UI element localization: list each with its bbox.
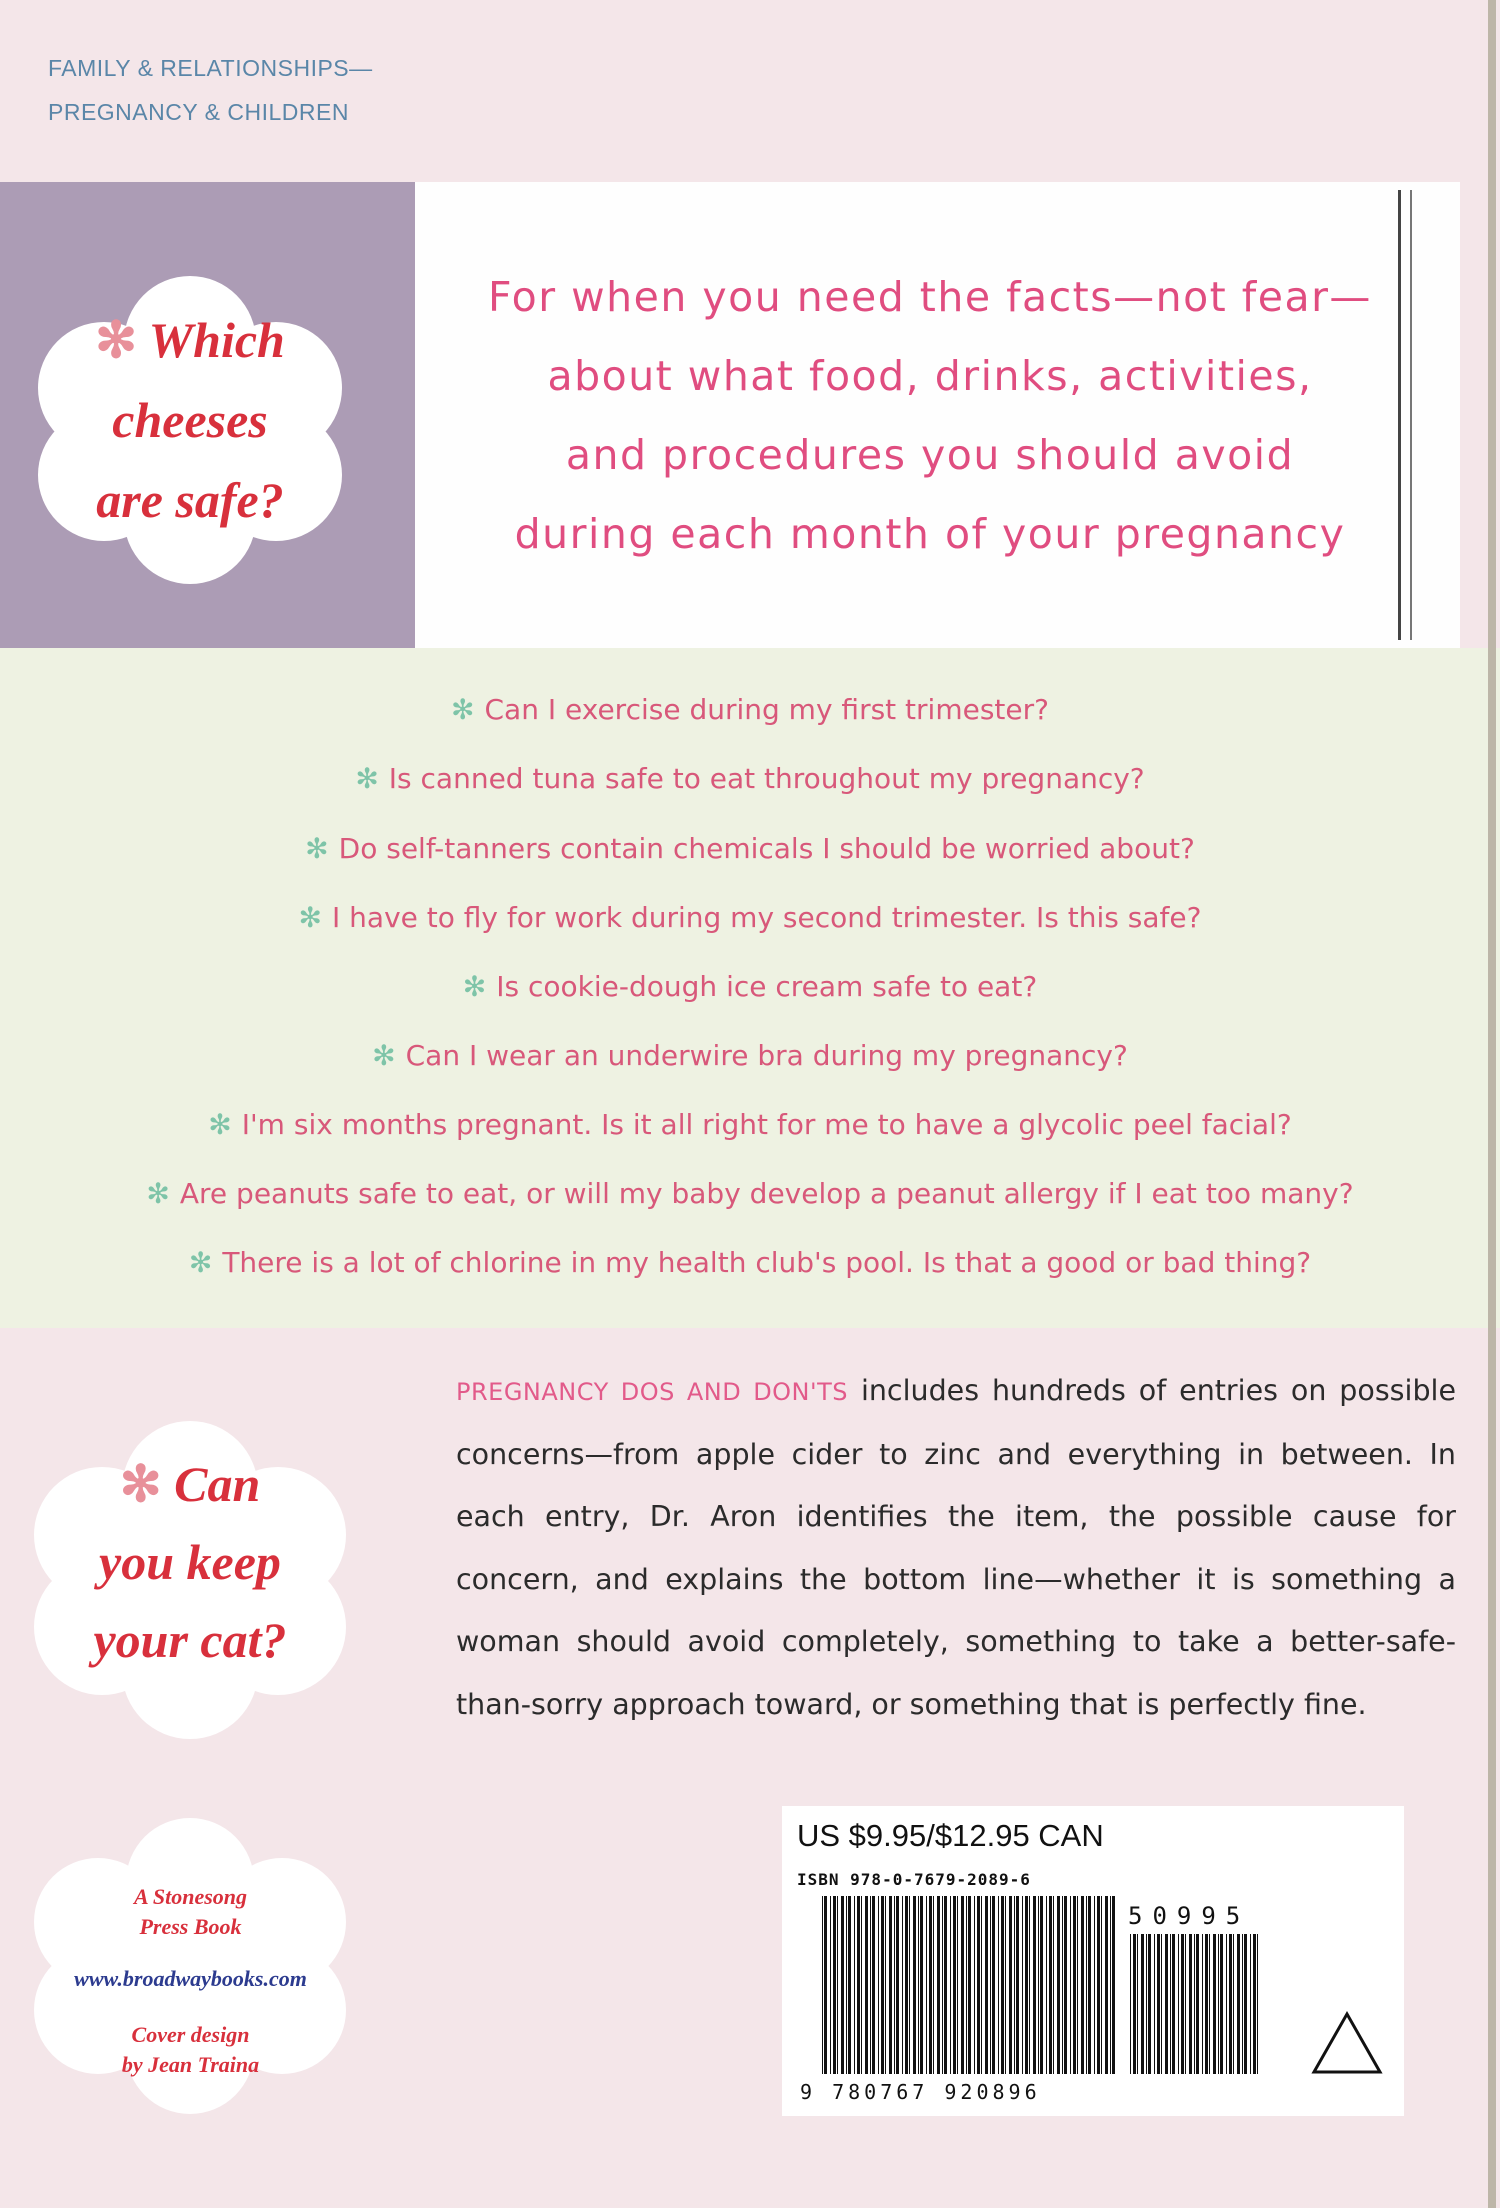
asterisk-icon: ✻ — [305, 832, 329, 865]
asterisk-icon: ✻ — [372, 1039, 396, 1072]
price-code-digits: 50995 — [1128, 1902, 1251, 1930]
callout-line-3: your cat? — [93, 1612, 287, 1668]
book-title: PREGNANCY DOS AND DON'TS — [456, 1378, 849, 1406]
asterisk-icon: ✻ — [119, 1456, 162, 1512]
price-label: US $9.95/$12.95 CAN — [797, 1818, 1104, 1853]
category-label — [48, 46, 373, 134]
callout-line-2: cheeses — [112, 392, 268, 448]
asterisk-icon: ✻ — [298, 901, 323, 934]
description-body: includes hundreds of entries on possible concerns—from apple cider to zinc and everything in between. In each entry, Dr. Aron identifies the item, the possible cause for concern, and explains the bottom line—whether it is something a woman should avoid completely, something to take a better-safe-than-sorry approach toward, or something that is perfectly fine. — [456, 1374, 1456, 1721]
website-link[interactable]: www.broadwaybooks.com — [74, 1966, 307, 1991]
tagline-line-2: about what food, drinks, activities, — [547, 352, 1313, 400]
question-item: ✻ Can I exercise during my first trimester? — [451, 693, 1049, 726]
asterisk-icon: ✻ — [451, 693, 475, 726]
asterisk-icon: ✻ — [208, 1108, 232, 1141]
callout-line-2: you keep — [99, 1534, 281, 1590]
asterisk-icon: ✻ — [462, 970, 487, 1003]
ean-digits: 9 780767 920896 — [800, 2080, 1041, 2104]
triangle-icon — [1310, 2010, 1384, 2076]
asterisk-icon: ✻ — [146, 1177, 170, 1210]
callout-cat — [40, 1445, 340, 1679]
callout-line-1: Can — [174, 1456, 261, 1512]
question-item: ✻ I'm six months pregnant. Is it all right for me to have a glycolic peel facial? — [208, 1108, 1292, 1141]
asterisk-icon: ✻ — [188, 1246, 213, 1279]
isbn-label: ISBN 978-0-7679-2089-6 — [797, 1870, 1031, 1889]
asterisk-icon: ✻ — [355, 762, 379, 795]
category-line-2: PREGNANCY & CHILDREN — [48, 99, 349, 125]
spine-edge — [1488, 0, 1496, 2208]
question-item: ✻ Is cookie-dough ice cream safe to eat? — [462, 970, 1038, 1003]
price-barcode — [1128, 1934, 1260, 2074]
question-item: ✻ There is a lot of chlorine in my health club's pool. Is that a good or bad thing? — [188, 1246, 1312, 1279]
tagline-line-4: during each month of your pregnancy — [514, 510, 1346, 558]
cover-design-credit: Cover design by Jean Traina — [121, 2022, 260, 2077]
question-item: ✻ I have to fly for work during my second trimester. Is this safe? — [298, 901, 1202, 934]
question-item: ✻ Is canned tuna safe to eat throughout my pregnancy? — [355, 762, 1145, 795]
callout-line-1: Which — [148, 312, 285, 368]
tagline-line-1: For when you need the facts—not fear— — [488, 273, 1372, 321]
book-description — [456, 1360, 1456, 1736]
ean-barcode — [820, 1896, 1120, 2074]
vertical-rule — [1410, 190, 1412, 640]
asterisk-icon: ✻ — [95, 312, 138, 368]
question-item: ✻ Can I wear an underwire bra during my pregnancy? — [372, 1039, 1128, 1072]
question-item: ✻ Do self-tanners contain chemicals I should be worried about? — [305, 832, 1195, 865]
vertical-rule — [1398, 190, 1401, 640]
publisher-credit: A Stonesong Press Book — [133, 1884, 248, 1939]
category-line-1: FAMILY & RELATIONSHIPS— — [48, 55, 373, 81]
callout-cheeses — [30, 300, 350, 540]
callout-line-3: are safe? — [96, 472, 284, 528]
tagline-line-3: and procedures you should avoid — [565, 431, 1295, 479]
question-item: ✻ Are peanuts safe to eat, or will my baby develop a peanut allergy if I eat too many? — [146, 1177, 1354, 1210]
tagline — [470, 258, 1390, 574]
